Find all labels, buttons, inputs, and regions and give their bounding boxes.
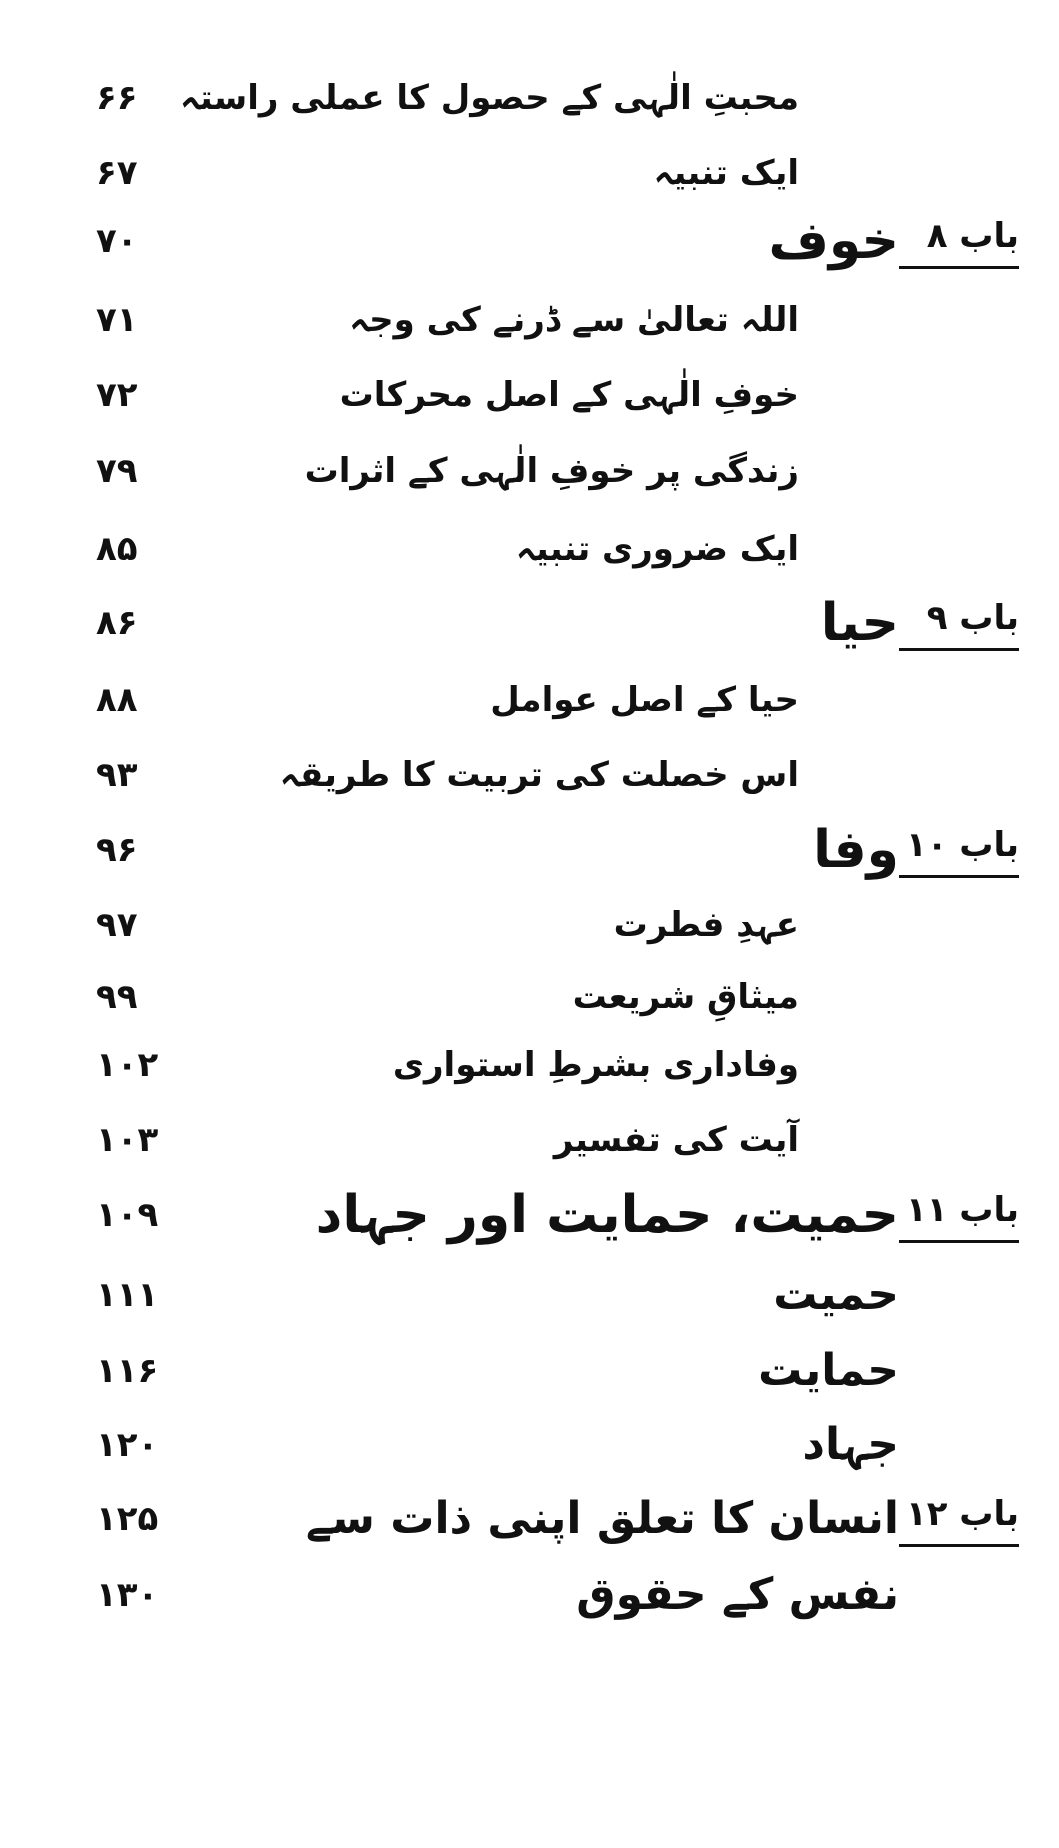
- toc-entry-title: ایک ضروری تنبیہ: [515, 529, 799, 569]
- chapter-label: باب ۸: [899, 206, 1019, 269]
- toc-entry-title: حیا کے اصل عوامل: [490, 680, 799, 720]
- chapter-title: خوف: [768, 211, 899, 271]
- toc-row: [0, 1030, 1059, 1100]
- toc-page-number: ۱۰۳: [96, 1120, 159, 1160]
- toc-page-number: ۹۶: [96, 830, 138, 870]
- toc-page-number: ۹۹: [96, 977, 138, 1017]
- toc-page-number: ۱۰۹: [96, 1195, 159, 1235]
- toc-page-number: ۱۱۶: [96, 1351, 159, 1391]
- toc-page-number: ۸۸: [96, 680, 138, 720]
- toc-page-number: ۱۲۰: [96, 1425, 159, 1465]
- toc-row: [0, 665, 1059, 735]
- chapter-title: حیا: [820, 593, 899, 653]
- toc-page-number: ۹۷: [96, 905, 138, 945]
- toc-entry-title: محبتِ الٰہی کے حصول کا عملی راستہ: [179, 78, 799, 118]
- toc-row: [0, 1336, 1059, 1406]
- toc-chapter-row: [0, 1180, 1059, 1250]
- toc-page-number: ۸۵: [96, 529, 138, 569]
- toc-entry-title: میثاقِ شریعت: [572, 977, 799, 1017]
- toc-chapter-row: [0, 815, 1059, 885]
- toc-row: [0, 360, 1059, 430]
- toc-row: [0, 1260, 1059, 1330]
- toc-chapter-row: [0, 206, 1059, 276]
- toc-chapter-row: [0, 1484, 1059, 1554]
- chapter-title: وفا: [813, 820, 899, 880]
- toc-entry-title: حمایت: [758, 1345, 899, 1396]
- toc-row: [0, 1560, 1059, 1630]
- chapter-title: انسان کا تعلق اپنی ذات سے: [305, 1493, 899, 1544]
- toc-row: [0, 63, 1059, 133]
- toc-page-number: ۱۳۰: [96, 1575, 159, 1615]
- toc-page-number: ۷۹: [96, 451, 138, 491]
- chapter-label: باب ۱۲: [899, 1484, 1019, 1547]
- toc-entry-title: عہدِ فطرت: [613, 905, 799, 945]
- toc-entry-title: اللہ تعالیٰ سے ڈرنے کی وجہ: [349, 300, 799, 340]
- toc-entry-title: زندگی پر خوفِ الٰہی کے اثرات: [304, 451, 799, 491]
- toc-row: [0, 436, 1059, 506]
- toc-page-number: ۱۰۲: [96, 1045, 159, 1085]
- toc-row: [0, 138, 1059, 208]
- toc-entry-title: خوفِ الٰہی کے اصل محرکات: [339, 375, 799, 415]
- toc-row: [0, 962, 1059, 1032]
- toc-entry-title: حمیت: [773, 1269, 899, 1320]
- toc-entry-title: نفس کے حقوق: [576, 1569, 899, 1620]
- toc-page-number: ۹۳: [96, 755, 138, 795]
- toc-entry-title: ایک تنبیہ: [653, 153, 799, 193]
- toc-row: [0, 514, 1059, 584]
- toc-row: [0, 1105, 1059, 1175]
- toc-entry-title: وفاداری بشرطِ استواری: [392, 1045, 799, 1085]
- toc-entry-title: اس خصلت کی تربیت کا طریقہ: [279, 755, 799, 795]
- toc-page-number: ۱۱۱: [96, 1275, 159, 1315]
- toc-entry-title: آیت کی تفسیر: [553, 1120, 799, 1160]
- chapter-title: حمیت، حمایت اور جہاد: [315, 1185, 899, 1245]
- chapter-label: باب ۹: [899, 588, 1019, 651]
- toc-row: [0, 1410, 1059, 1480]
- toc-row: [0, 740, 1059, 810]
- toc-page-number: ۱۲۵: [96, 1499, 159, 1539]
- toc-page-number: ۷۰: [96, 221, 138, 261]
- toc-row: [0, 285, 1059, 355]
- toc-row: [0, 890, 1059, 960]
- chapter-label: باب ۱۰: [899, 815, 1019, 878]
- toc-page-number: ۶۶: [96, 78, 138, 118]
- toc-entry-title: جہاد: [802, 1419, 899, 1470]
- toc-page-number: ۷۱: [96, 300, 138, 340]
- toc-page-number: ۶۷: [96, 153, 138, 193]
- chapter-label: باب ۱۱: [899, 1180, 1019, 1243]
- toc-page-number: ۷۲: [96, 375, 138, 415]
- toc-page-number: ۸۶: [96, 603, 138, 643]
- toc-chapter-row: [0, 588, 1059, 658]
